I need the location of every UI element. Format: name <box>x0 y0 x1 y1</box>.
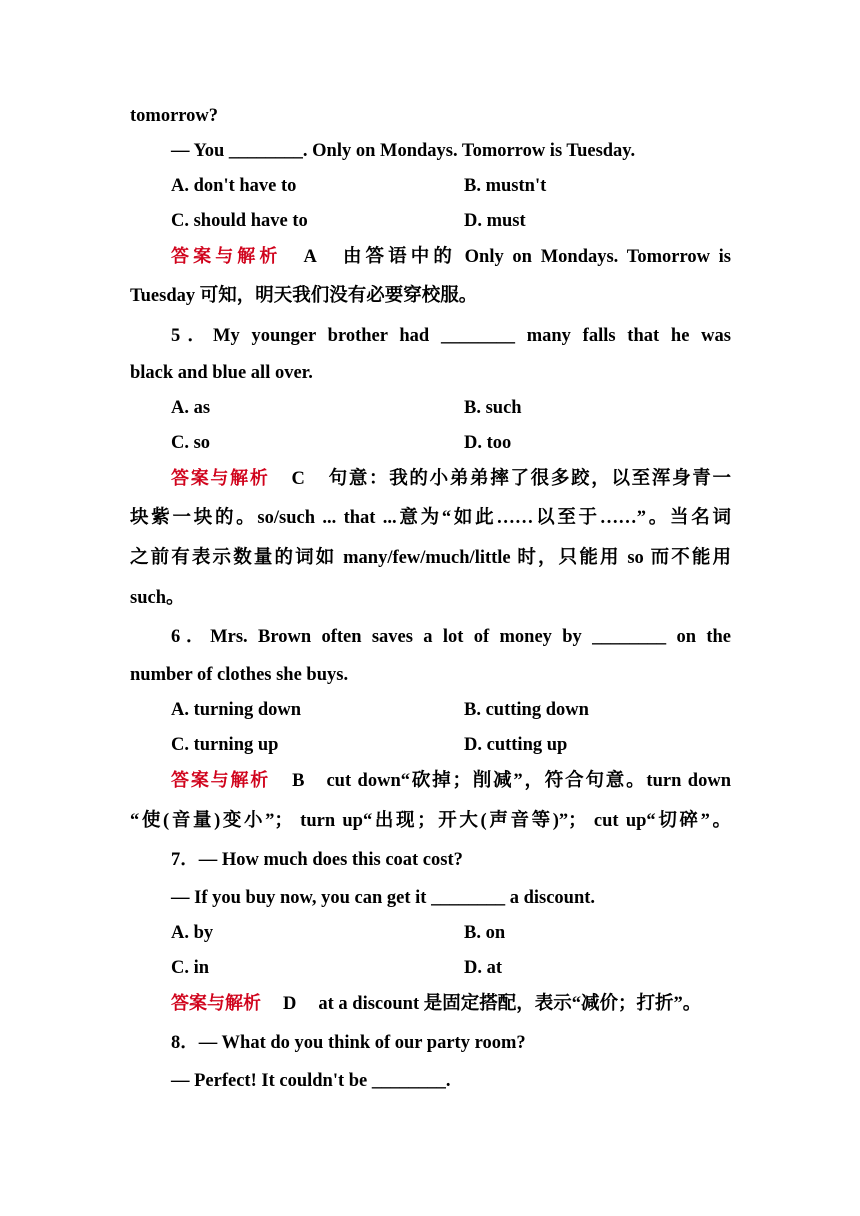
q4-option-a: A. don't have to <box>171 176 297 196</box>
q6-answer-letter: B <box>292 771 305 791</box>
q4-explanation-1: 由答语中的 Only on Mondays. Tomorrow is <box>338 247 732 267</box>
q5-stem-2: black and blue all over. <box>130 363 313 383</box>
q7-answer-letter: D <box>283 994 297 1014</box>
q8-stem: 8．— What do you think of our party room? <box>171 1033 526 1053</box>
q4-option-b: B. mustn't <box>464 176 547 196</box>
q6-answer-label: 答案与解析 <box>171 770 271 791</box>
q7-option-a: A. by <box>171 923 214 943</box>
q5-option-d: D. too <box>464 433 512 453</box>
q6-explanation-2: “使(音量)变小”； turn up“出现；开大(声音等)”； cut up“切碎”。 <box>130 811 731 831</box>
q5-explanation-2: 块紫一块的。so/such ... that ...意为“如此……以至于……”。当名词 <box>130 508 731 528</box>
q4-reply: — You ________. Only on Mondays. Tomorrow is Tuesday. <box>171 141 636 161</box>
q6-answer-line <box>171 769 731 793</box>
q7-reply: — If you buy now, you can get it ________ a discount. <box>171 888 596 908</box>
q5-answer-label: 答案与解析 <box>171 468 270 489</box>
q5-explanation-4: such。 <box>130 588 185 608</box>
q4-stem-continuation: tomorrow? <box>130 106 219 126</box>
q5-explanation-3: 之前有表示数量的词如 many/few/much/little 时，只能用 so 而不能用 <box>130 548 731 568</box>
q5-option-a: A. as <box>171 398 211 418</box>
q5-option-c: C. so <box>171 433 211 453</box>
q5-answer-line <box>171 467 731 491</box>
q7-option-b: B. on <box>464 923 506 943</box>
q7-option-d: D. at <box>464 958 503 978</box>
q5-option-b: B. such <box>464 398 522 418</box>
q8-reply: — Perfect! It couldn't be ________. <box>171 1071 451 1091</box>
q7-answer-line <box>171 992 701 1016</box>
q4-option-d: D. must <box>464 211 526 231</box>
q7-answer-label: 答案与解析 <box>171 993 261 1014</box>
q6-stem-1: 6．Mrs. Brown often saves a lot of money by ________ on the <box>171 627 731 647</box>
q5-answer-letter: C <box>291 469 305 489</box>
q5-explanation-1: 句意：我的小弟弟摔了很多跤，以至浑身青一 <box>326 469 731 489</box>
q6-option-a: A. turning down <box>171 700 302 720</box>
q6-explanation-1: cut down“砍掉；削减”，符合句意。turn down <box>326 771 731 791</box>
q7-stem: 7．— How much does this coat cost? <box>171 850 463 870</box>
q5-stem-1: 5．My younger brother had ________ many falls that he was <box>171 326 731 346</box>
q4-answer-line <box>171 245 731 269</box>
q4-option-c: C. should have to <box>171 211 308 231</box>
q6-stem-2: number of clothes she buys. <box>130 665 349 685</box>
q4-answer-label: 答案与解析 <box>171 246 282 267</box>
q6-option-d: D. cutting up <box>464 735 568 755</box>
q4-answer-letter: A <box>303 247 317 267</box>
q6-option-b: B. cutting down <box>464 700 589 720</box>
q4-explanation-2: Tuesday 可知，明天我们没有必要穿校服。 <box>130 286 478 306</box>
q7-explanation-1: at a discount 是固定搭配，表示“减价；打折”。 <box>318 994 702 1014</box>
q6-option-c: C. turning up <box>171 735 279 755</box>
q7-option-c: C. in <box>171 958 210 978</box>
